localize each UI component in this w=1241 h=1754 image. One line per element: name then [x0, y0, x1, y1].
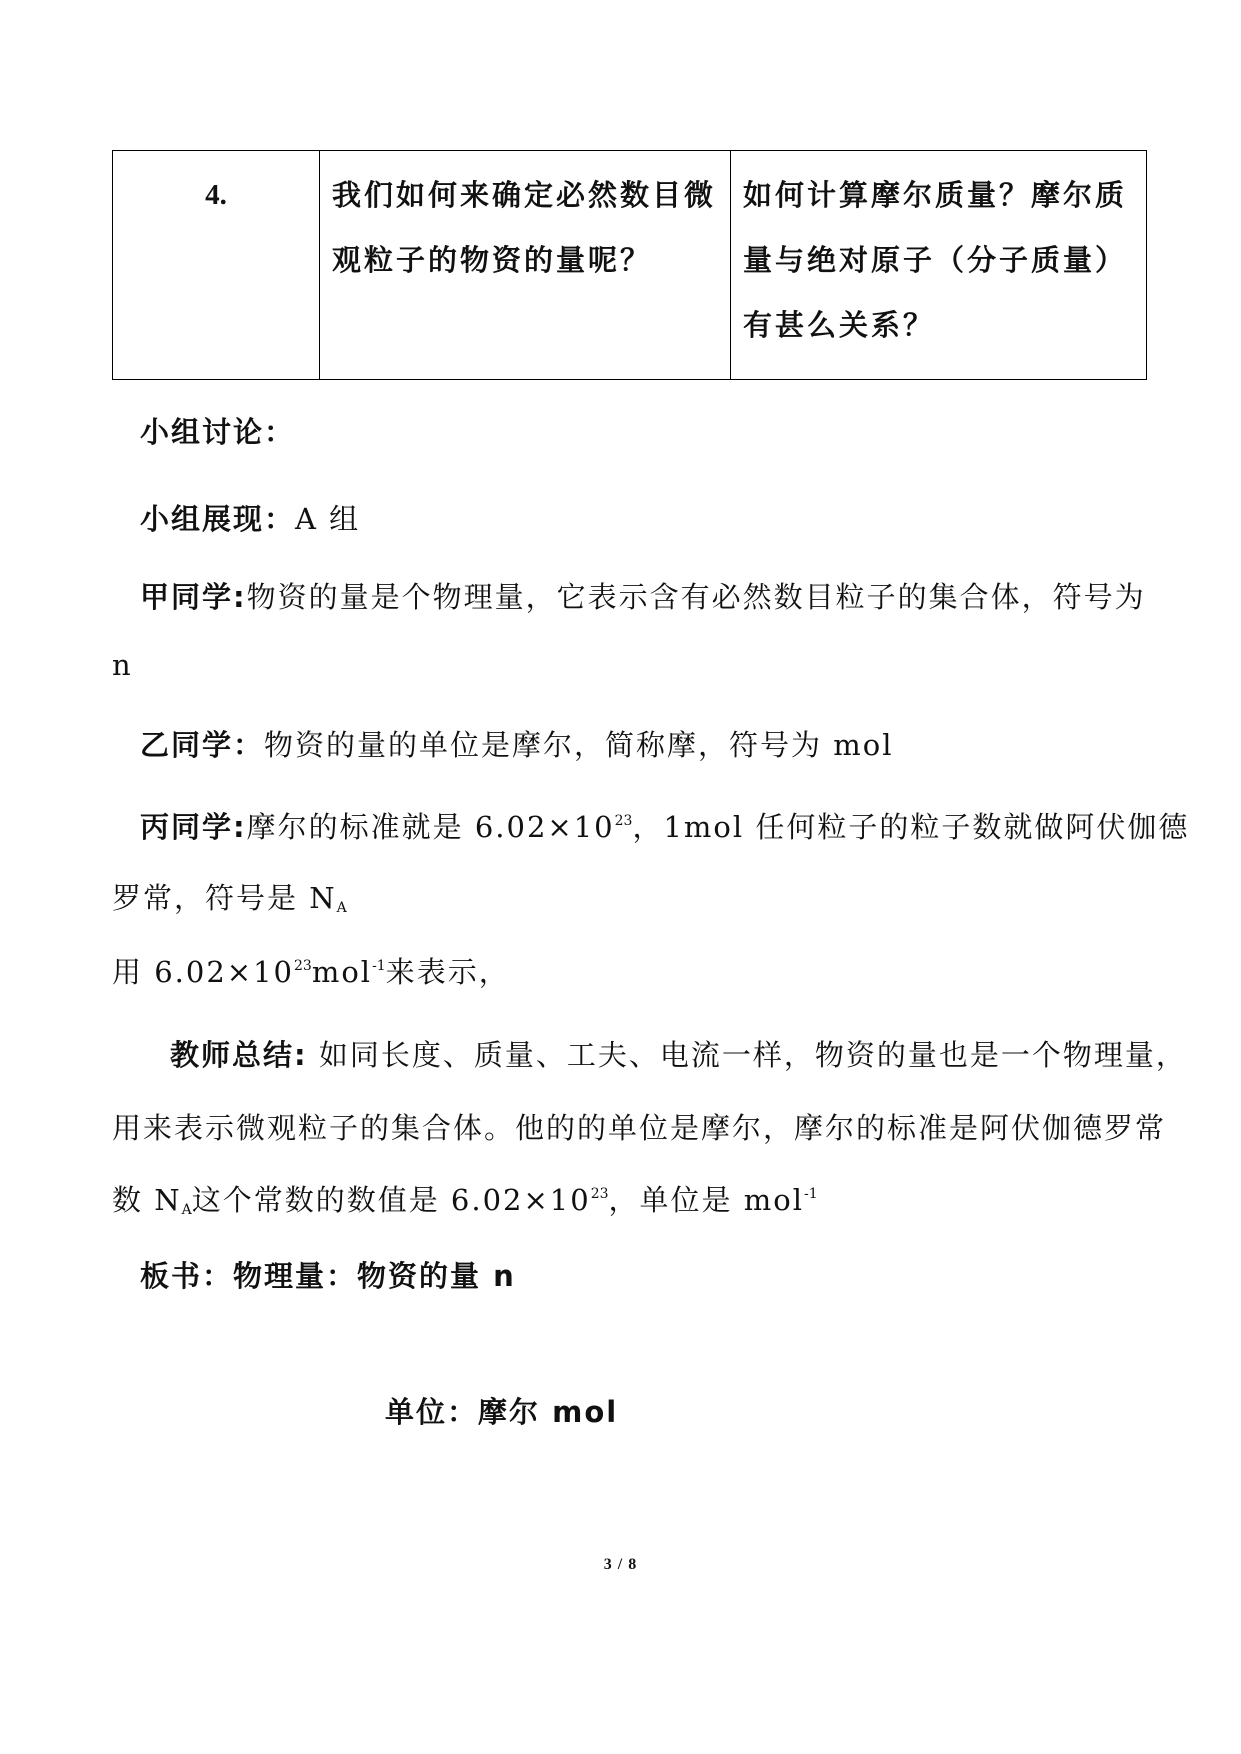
student-b-line	[140, 723, 893, 764]
showcase-label: 小组展现：	[140, 502, 296, 536]
teacher-line3-unit: ，单位是 mol	[608, 1183, 804, 1217]
student-c-label: 丙同学:	[140, 810, 247, 844]
student-b-label: 乙同学：	[140, 728, 265, 762]
student-a-line2: n	[112, 648, 133, 682]
student-c-line2-text: 罗常，符号是 N	[112, 881, 337, 915]
question-table	[112, 150, 1147, 380]
student-a-label: 甲同学:	[140, 580, 247, 614]
board-line2: 单位：摩尔 mol	[385, 1395, 619, 1429]
row-number: 4.	[113, 151, 320, 380]
student-c-line3	[112, 950, 510, 991]
teacher-line3-mid: 这个常数的数值是 6.02×10	[191, 1183, 591, 1217]
teacher-text: 如同长度、质量、工夫、电流一样，物资的量也是一个物理量，	[318, 1038, 1187, 1072]
exponent: -1	[804, 1186, 818, 1202]
student-c-text: 摩尔的标准就是 6.02×10	[246, 810, 615, 844]
student-a-text: 物资的量是个物理量，它表示含有必然数目粒子的集合体，符号为	[246, 580, 1146, 614]
table-row	[113, 151, 1147, 380]
showcase-line	[140, 497, 360, 538]
exponent: 23	[590, 1186, 609, 1202]
showcase-text: A 组	[295, 502, 361, 536]
teacher-line2: 用来表示微观粒子的集合体。他的的单位是摩尔，摩尔的标准是阿伏伽德罗常	[112, 1111, 1167, 1145]
unit-text: mol	[311, 955, 373, 989]
exponent: 23	[294, 958, 312, 974]
student-c-text-post: ，1mol 任何粒子的粒子数就做阿伏伽德	[632, 810, 1190, 844]
subscript: A	[181, 1202, 192, 1218]
student-a-line	[140, 575, 1146, 616]
teacher-line3	[112, 1178, 818, 1219]
student-c-line	[140, 805, 1189, 846]
teacher-line3-text: 数 N	[112, 1183, 182, 1217]
discussion-heading: 小组讨论：	[140, 415, 296, 449]
subscript: A	[336, 900, 347, 916]
exponent: -1	[372, 958, 386, 974]
student-c-line3-text: 用 6.02×10	[112, 955, 294, 989]
teacher-line1	[170, 1033, 1187, 1074]
board-line1: 板书：物理量：物资的量 n	[140, 1259, 516, 1293]
student-c-line3-post: 来表示，	[385, 955, 510, 989]
question-cell-2: 如何计算摩尔质量？摩尔质量与绝对原子（分子质量）有甚么关系？	[731, 151, 1147, 380]
teacher-label: 教师总结:	[170, 1038, 308, 1072]
question-cell: 我们如何来确定必然数目微观粒子的物资的量呢？	[320, 151, 731, 380]
page-number: 3 / 8	[603, 1556, 638, 1573]
student-b-text: 物资的量的单位是摩尔，简称摩，符号为 mol	[264, 728, 894, 762]
exponent: 23	[614, 813, 633, 829]
student-c-line2	[112, 876, 347, 917]
